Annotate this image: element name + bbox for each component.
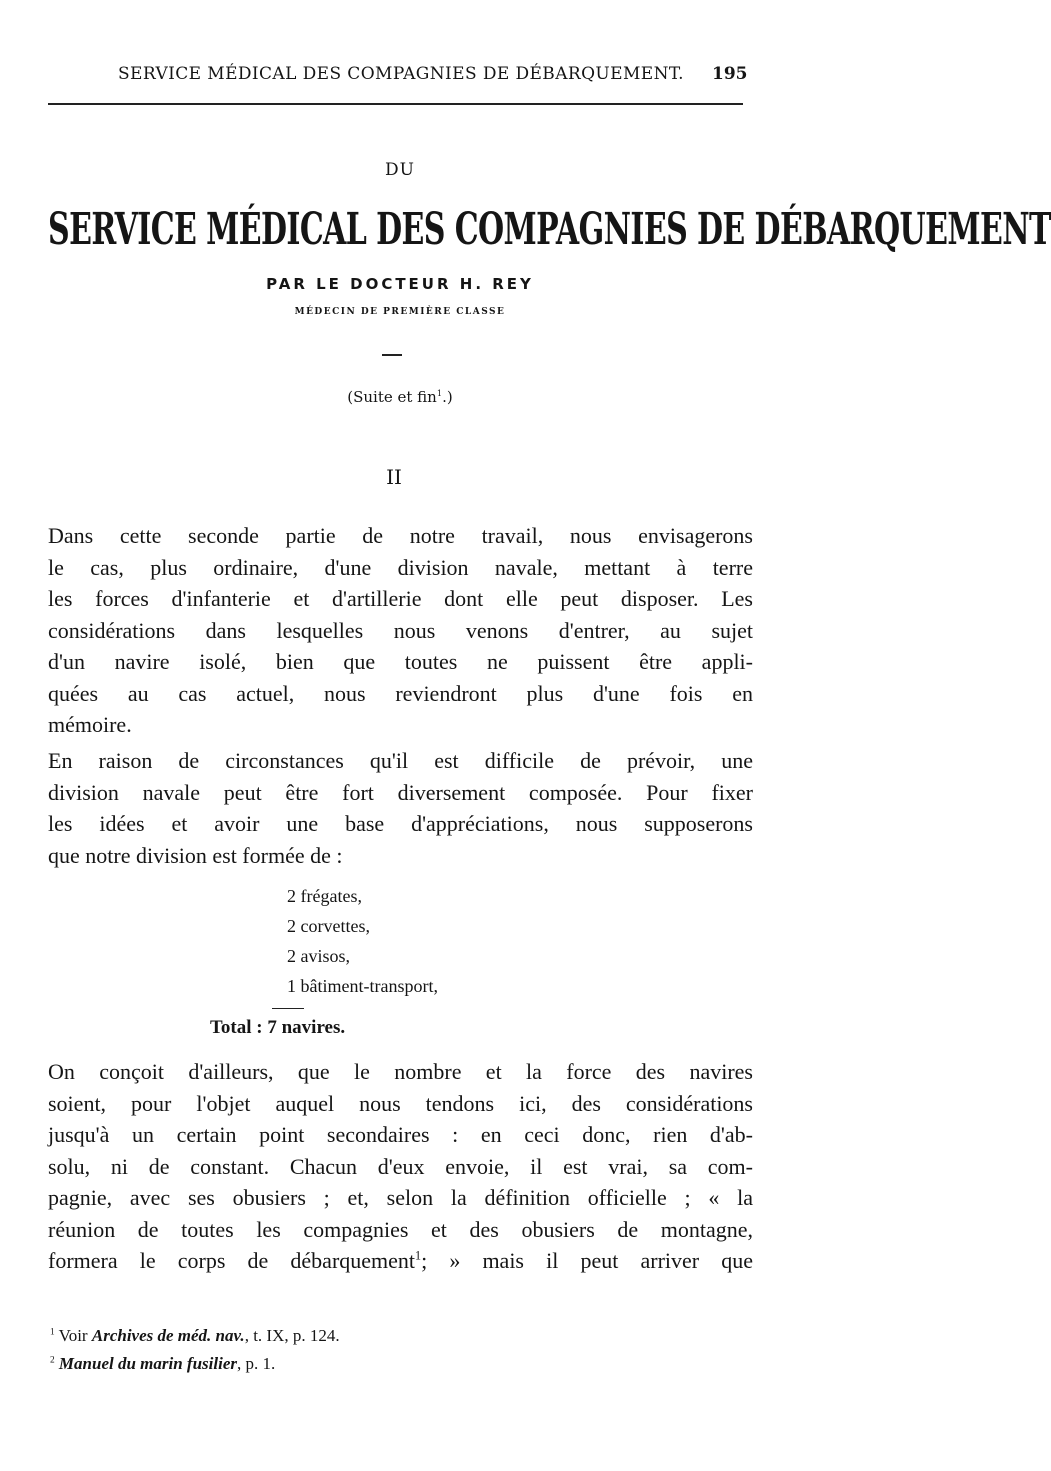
paragraph-line: soient, pour l'objet auquel nous tendons ici, des considérations	[48, 1090, 753, 1116]
paragraph-line: jusqu'à un certain point secondaires : en ceci donc, rien d'ab-	[48, 1122, 753, 1147]
footnote-2	[50, 1350, 340, 1378]
footnote-text: , t. IX, p. 124.	[244, 1326, 340, 1345]
continuation-text: (Suite et fin	[347, 388, 437, 406]
fleet-list	[287, 881, 438, 1001]
header-rule	[48, 103, 743, 105]
paragraph-1	[48, 520, 753, 741]
footnote-source-title: Archives de méd. nav.	[91, 1326, 245, 1345]
paragraph-line: solu, ni de constant. Chacun d'eux envoie, il est vrai, sa com-	[48, 1153, 753, 1179]
continuation-note	[0, 388, 800, 406]
fleet-item: 2 corvettes,	[287, 916, 370, 936]
paragraph-line: En raison de circonstances qu'il est difficile de prévoir, une	[48, 748, 753, 773]
footnote-1	[50, 1322, 340, 1350]
footnote-text: , p. 1.	[237, 1354, 276, 1373]
footnote-text: Voir	[58, 1326, 88, 1345]
footnote-mark: 1	[50, 1327, 55, 1338]
paragraph-line: réunion de toutes les compagnies et des obusiers de montagne,	[48, 1216, 753, 1242]
paragraph-line: que notre division est formée de :	[48, 842, 343, 868]
author-rank: MÉDECIN DE PREMIÈRE CLASSE	[294, 307, 506, 317]
title-dash	[382, 354, 402, 356]
footnote-mark: 2	[50, 1355, 55, 1366]
paragraph-line: pagnie, avec ses obusiers ; et, selon la définition officielle ; « la	[48, 1185, 753, 1210]
continuation-close: .)	[442, 388, 453, 406]
title-prefix: DU	[385, 160, 415, 180]
paragraph-line: mémoire.	[48, 712, 132, 737]
paragraph-line: le cas, plus ordinaire, d'une division navale, mettant à terre	[48, 554, 753, 580]
fleet-item: 1 bâtiment-transport,	[287, 976, 438, 996]
paragraph-3	[48, 1056, 753, 1277]
paragraph-line: les idées et avoir une base d'appréciations, nous supposerons	[48, 811, 753, 836]
paragraph-line: considérations dans lesquelles nous venons d'entrer, au sujet	[48, 617, 753, 643]
paragraph-line: les forces d'infanterie et d'artillerie dont elle peut disposer. Les	[48, 586, 753, 611]
paragraph-2	[48, 745, 753, 871]
fleet-total: Total : 7 navires.	[210, 1017, 346, 1038]
article-author: PAR LE DOCTEUR H. REY	[266, 275, 534, 293]
article-title: SERVICE MÉDICAL DES COMPAGNIES DE DÉBARQUEMENT	[48, 205, 1051, 256]
paragraph-line: d'un navire isolé, bien que toutes ne puissent être appli-	[48, 649, 753, 674]
total-rule	[272, 1008, 304, 1009]
footnote-ref: 1	[415, 1248, 422, 1263]
paragraph-line	[48, 1245, 753, 1277]
footnote-source-title: Manuel du marin fusilier	[58, 1354, 237, 1373]
paragraph-line: quées au cas actuel, nous reviendront plus d'une fois en	[48, 680, 753, 706]
fleet-item: 2 frégates,	[287, 886, 362, 906]
paragraph-line: On conçoit d'ailleurs, que le nombre et la force des navires	[48, 1059, 753, 1084]
section-number: II	[386, 465, 402, 489]
line-text: formera le corps de débarquement	[48, 1248, 416, 1273]
fleet-item: 2 avisos,	[287, 946, 350, 966]
continuation-footnote-ref: 1	[436, 388, 443, 398]
paragraph-line: division navale peut être fort diversement composée. Pour fixer	[48, 779, 753, 805]
page-number: 195	[712, 64, 748, 84]
footnotes	[50, 1322, 340, 1378]
running-header-title: SERVICE MÉDICAL DES COMPAGNIES DE DÉBARQUEMENT.	[118, 64, 684, 84]
line-text: ; » mais il peut arriver que	[421, 1248, 753, 1273]
paragraph-line: Dans cette seconde partie de notre travail, nous envisagerons	[48, 523, 753, 548]
